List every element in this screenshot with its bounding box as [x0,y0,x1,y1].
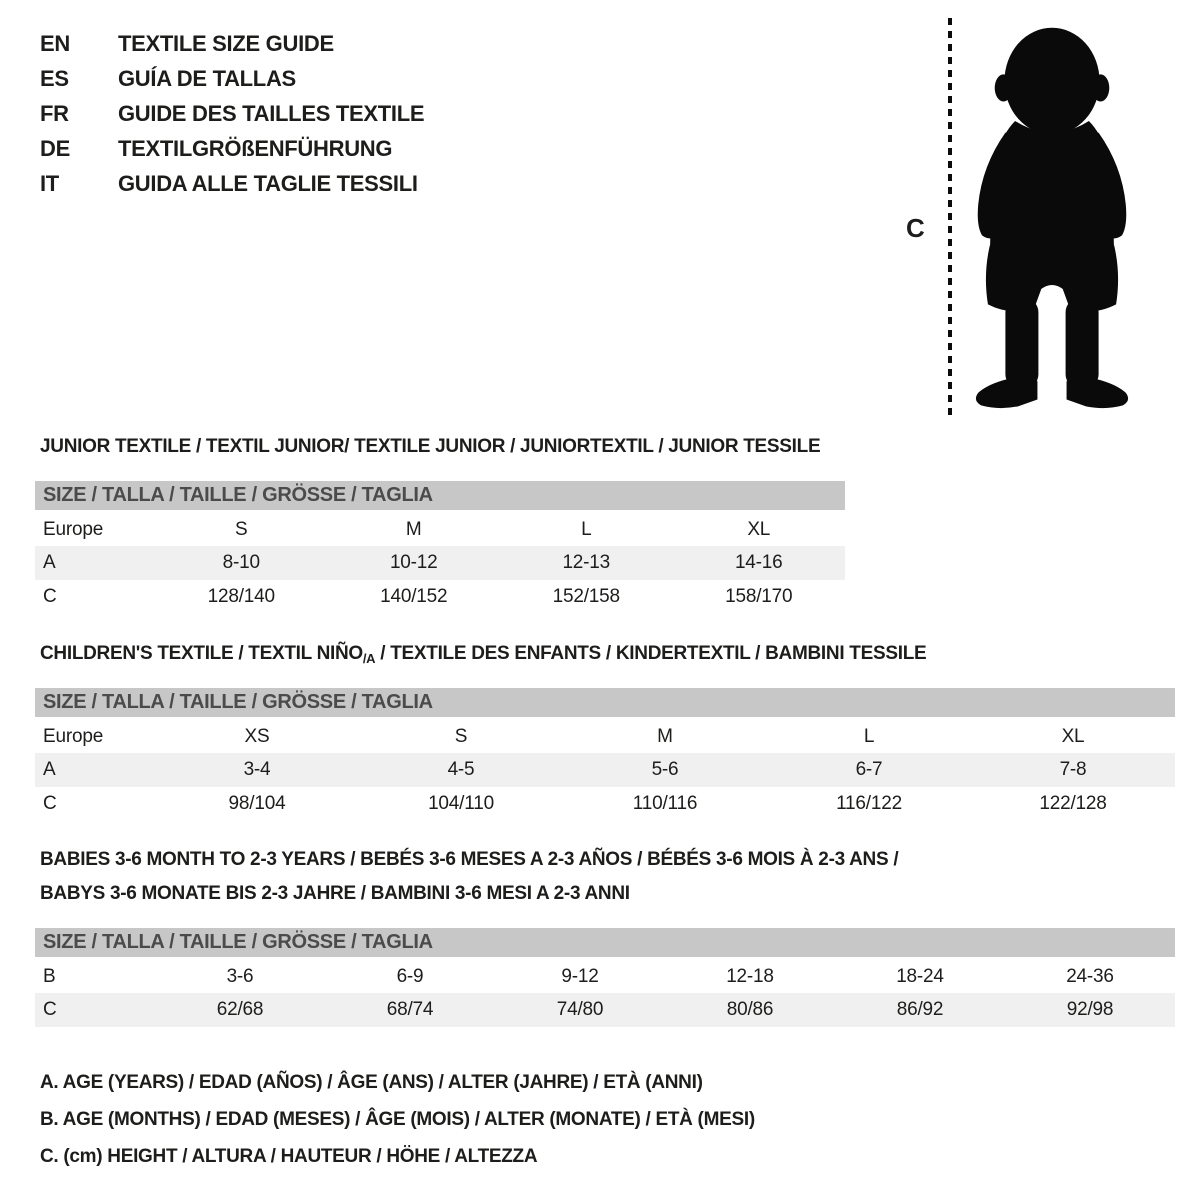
language-row-it [40,166,424,201]
table-row [35,546,845,580]
babies-section-title-line2: BABYS 3-6 MONATE BIS 2-3 JAHRE / BAMBINI 3-6 MESI A 2-3 ANNI [40,883,630,904]
age-cell: 3-4 [155,753,359,787]
age-cell: 10-12 [328,546,501,580]
children-title-text: CHILDREN'S TEXTILE / TEXTIL NIÑO [40,643,363,664]
height-cell: 86/92 [835,993,1005,1027]
age-cell: 24-36 [1066,966,1114,987]
age-cell: 3-6 [226,966,254,987]
age-cell: 6-9 [396,966,424,987]
children-section-title [40,643,926,666]
row-label: Europe [43,519,104,540]
table-row [35,719,1175,753]
height-measure-label: C [906,213,925,243]
age-cell: 6-7 [767,753,971,787]
height-cell: 128/140 [207,586,275,607]
size-cell: XS [244,726,270,747]
age-cell: 12-13 [500,546,673,580]
language-code: FR [40,101,69,126]
height-cell: 140/152 [380,586,448,607]
babies-size-table [35,928,1175,1027]
age-cell: 8-10 [155,546,328,580]
row-label: B [43,966,56,987]
legend-item-a: A. AGE (YEARS) / EDAD (AÑOS) / ÂGE (ANS) / ALTER (JAHRE) / ETÀ (ANNI) [40,1072,703,1093]
language-code: IT [40,171,59,196]
age-cell: 5-6 [563,753,767,787]
language-code: DE [40,136,70,161]
size-cell: M [405,519,422,540]
row-label: Europe [43,726,104,747]
height-cell: 110/116 [632,793,698,814]
age-cell: 9-12 [561,966,599,987]
junior-size-table [35,481,845,614]
language-row-de [40,131,424,166]
row-label: A [35,546,155,580]
children-title-text: / TEXTILE DES ENFANTS / KINDERTEXTIL / BAMBINI TESSILE [375,643,927,664]
table-row [35,993,1175,1027]
size-cell: L [581,519,592,540]
age-cell: 14-16 [673,546,846,580]
children-table-header: SIZE / TALLA / TAILLE / GRÖSSE / TAGLIA [35,688,1175,719]
language-row-es [40,61,424,96]
legend-item-b: B. AGE (MONTHS) / EDAD (MESES) / ÂGE (MOIS) / ALTER (MONATE) / ETÀ (MESI) [40,1109,755,1130]
height-cell: 62/68 [155,993,325,1027]
age-cell: 18-24 [896,966,944,987]
children-title-subscript: /A [362,651,376,666]
language-label: GUIDE DES TAILLES TEXTILE [118,101,425,126]
size-cell: S [235,519,248,540]
height-cell: 116/122 [836,793,902,814]
row-label: C [35,993,155,1027]
height-cell: 152/158 [552,586,620,607]
height-cell: 80/86 [665,993,835,1027]
age-cell: 4-5 [359,753,563,787]
toddler-silhouette-icon [963,20,1141,418]
table-row [35,580,845,614]
language-code: ES [40,66,69,91]
language-label: TEXTILE SIZE GUIDE [118,31,334,56]
junior-section-title: JUNIOR TEXTILE / TEXTIL JUNIOR/ TEXTILE JUNIOR / JUNIORTEXTIL / JUNIOR TESSILE [40,436,821,457]
language-code: EN [40,31,70,56]
row-label: A [35,753,155,787]
row-label: C [43,586,57,607]
babies-section-title-line1: BABIES 3-6 MONTH TO 2-3 YEARS / BEBÉS 3-6 MESES A 2-3 AÑOS / BÉBÉS 3-6 MOIS À 2-3 ANS / [40,849,899,870]
size-cell: XL [747,519,771,540]
size-cell: M [657,726,673,747]
size-cell: L [863,726,875,747]
language-label: GUIDA ALLE TAGLIE TESSILI [118,171,418,196]
language-label: GUÍA DE TALLAS [118,66,296,91]
junior-table-header: SIZE / TALLA / TAILLE / GRÖSSE / TAGLIA [35,481,845,512]
size-cell: XL [1061,726,1085,747]
language-row-fr [40,96,424,131]
table-row [35,787,1175,821]
age-cell: 12-18 [726,966,774,987]
height-cell: 104/110 [428,793,494,814]
babies-table-header: SIZE / TALLA / TAILLE / GRÖSSE / TAGLIA [35,928,1175,959]
height-cell: 68/74 [325,993,495,1027]
height-cell: 158/170 [725,586,793,607]
size-cell: S [454,726,468,747]
row-label: C [43,793,57,814]
table-row [35,753,1175,787]
table-row [35,959,1175,993]
language-row-en [40,26,424,61]
height-cell: 98/104 [228,793,286,814]
legend-item-c: C. (cm) HEIGHT / ALTURA / HAUTEUR / HÖHE / ALTEZZA [40,1146,538,1167]
height-measure-line [948,18,952,416]
language-list [40,26,424,201]
age-cell: 7-8 [971,753,1175,787]
height-cell: 74/80 [495,993,665,1027]
table-row [35,512,845,546]
language-label: TEXTILGRÖßENFÜHRUNG [118,136,393,161]
children-size-table [35,688,1175,821]
height-cell: 122/128 [1039,793,1107,814]
height-cell: 92/98 [1005,993,1175,1027]
legend [40,1064,755,1175]
